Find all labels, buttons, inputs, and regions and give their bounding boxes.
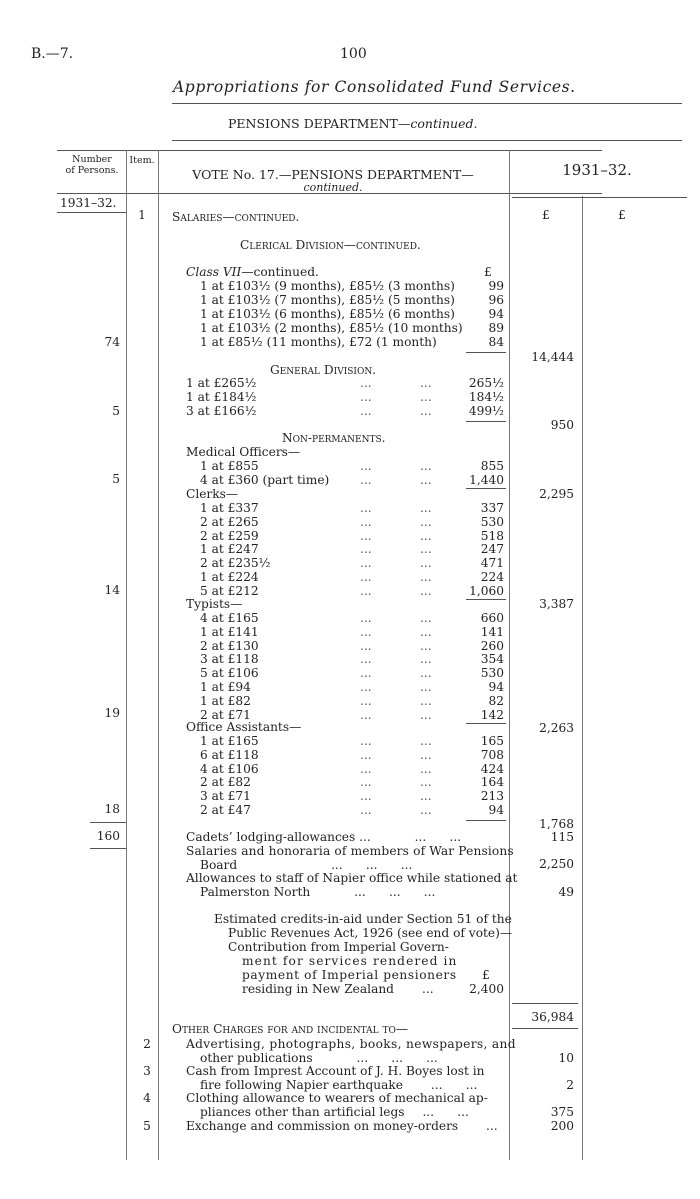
office-assistants-line-text: 2 at £82 [200, 775, 251, 790]
clerks-line-dots1: ... [360, 528, 372, 543]
item-3: 3 [143, 1064, 151, 1078]
clerks-line-text: 2 at £235½ [200, 556, 271, 571]
medical-officers-heading: Medical Officers— [186, 445, 301, 459]
salaries-heading: Salaries—continued. [172, 210, 300, 224]
clerks-line-dots1: ... [360, 556, 372, 571]
office-assistants-total: 1,768 [539, 817, 574, 831]
class-vii-name: Class VII [186, 265, 242, 279]
office-assistants-line-amount: 165 [480, 734, 504, 748]
clothing-allowance-line1: Clothing allowance to wearers of mechanical ap- [186, 1091, 488, 1105]
clerks-line-text: 1 at £224 [200, 570, 259, 584]
advertising-dots: ... ... ... [356, 1051, 438, 1065]
typists-line-amount: 354 [480, 652, 504, 667]
class-vii-heading [186, 265, 319, 279]
typists-line-amount: 530 [480, 666, 504, 681]
general-subtotal-rule [466, 421, 506, 422]
clerks-line-dots1: ... [360, 570, 372, 584]
typists-line-dots1: ... [360, 638, 372, 653]
typists-line-dots2: ... [420, 611, 432, 625]
class-vii-line-text: 1 at £85½ (11 months), £72 (1 month) [200, 335, 437, 349]
clerks-line-amount: 224 [480, 570, 504, 584]
office-assistants-line-dots1: ... [360, 775, 372, 790]
office-assistants-line-text: 3 at £71 [200, 789, 251, 804]
typists-line-dots1: ... [360, 666, 372, 681]
advertising-amount: 10 [558, 1051, 574, 1065]
imprest-cash-dots: ... ... [430, 1078, 478, 1092]
clerks-line-dots1: ... [360, 583, 372, 598]
office-assistants-line-dots2: ... [420, 747, 432, 762]
subtitle-continued: continued. [410, 116, 478, 131]
general-division-line-dots2: ... [420, 404, 432, 418]
clothing-allowance-dots: ... ... [422, 1105, 469, 1119]
typists-line-text: 1 at £94 [200, 680, 251, 694]
advertising-text: other publications [200, 1051, 313, 1065]
medical-subtotal-rule [466, 488, 506, 489]
typists-line-amount: 141 [480, 624, 504, 639]
class-vii-total: 14,444 [531, 350, 574, 364]
clerks-line-text: 1 at £247 [200, 542, 259, 557]
estimated-credits-line6-dots: ... [422, 982, 434, 996]
page-number: 100 [340, 46, 367, 62]
typists-line-amount: 660 [480, 611, 504, 625]
clerks-total: 3,387 [539, 597, 574, 611]
clerks-line-text: 2 at £259 [200, 528, 259, 543]
subtitle-rule [172, 140, 682, 141]
napier-staff-allowance-amount: 49 [558, 885, 574, 899]
war-pensions-board-text: Board [200, 858, 238, 872]
clerks-line-dots2: ... [420, 556, 432, 571]
medical-line-dots2: ... [420, 459, 432, 473]
item-5: 5 [143, 1119, 151, 1133]
pound-sign-right: £ [618, 208, 626, 222]
office-assistants-line-amount: 708 [480, 747, 504, 762]
clothing-allowance-line2 [200, 1105, 469, 1119]
clerks-line-text: 5 at £212 [200, 583, 259, 598]
clerks-persons: 14 [104, 583, 120, 597]
medical-line-dots1: ... [360, 473, 372, 487]
typists-line-dots2: ... [420, 680, 432, 694]
grand-total-bottom-rule [512, 1028, 578, 1029]
class-vii-line-amount: 99 [488, 279, 504, 293]
typists-line-text: 3 at £118 [200, 652, 259, 667]
clerks-line-amount: 530 [480, 514, 504, 529]
general-division-heading: General Division. [270, 363, 377, 377]
clerks-line-amount: 518 [480, 528, 504, 543]
typists-total: 2,263 [539, 721, 574, 735]
estimated-credits-line5: payment of Imperial pensioners [242, 968, 457, 982]
item-4: 4 [143, 1091, 151, 1105]
typists-line-dots2: ... [420, 624, 432, 639]
imprest-cash-amount: 2 [566, 1078, 574, 1092]
column-header-bottom-rule [57, 193, 602, 194]
typists-line-dots2: ... [420, 638, 432, 653]
typists-line-dots1: ... [360, 652, 372, 667]
napier-staff-allowance-dots: ... ... ... [354, 885, 436, 899]
office-assistants-heading: Office Assistants— [186, 720, 302, 734]
napier-staff-allowance-text: Palmerston North [200, 885, 311, 899]
office-assistants-line-dots2: ... [420, 803, 432, 817]
typists-line-amount: 82 [488, 693, 504, 708]
advertising-line2 [200, 1051, 438, 1065]
typists-line-text: 4 at £165 [200, 611, 259, 625]
class-vii-continued: —continued. [241, 265, 319, 279]
office-assistants-line-text: 2 at £47 [200, 803, 251, 817]
typists-persons: 19 [104, 706, 120, 720]
typists-line-text: 2 at £71 [200, 707, 251, 722]
medical-line-amount: 1,440 [469, 473, 504, 487]
clerks-subtotal-rule [466, 599, 506, 600]
clerks-line-text: 1 at £337 [200, 501, 259, 515]
typists-line-text: 5 at £106 [200, 666, 259, 681]
typists-heading: Typists— [186, 597, 243, 611]
office-assistants-line-dots2: ... [420, 761, 432, 776]
office-assistants-line-amount: 164 [480, 775, 504, 790]
non-permanents-heading: Non-permanents. [282, 431, 386, 445]
page-title: Appropriations for Consolidated Fund Services. [173, 78, 576, 96]
war-pensions-board-line2 [200, 858, 412, 872]
clerks-line-amount: 247 [480, 542, 504, 557]
exchange-commission-line1 [186, 1119, 498, 1133]
class-vii-line-text: 1 at £103½ (9 months), £85½ (3 months) [200, 279, 455, 293]
typists-line-dots2: ... [420, 652, 432, 667]
class-vii-subtotal-rule [466, 352, 506, 353]
estimated-credits-pound: £ [482, 968, 490, 982]
general-division-line-dots1: ... [360, 376, 372, 390]
office-assistants-line-dots1: ... [360, 761, 372, 776]
general-division-line-dots1: ... [360, 404, 372, 418]
typists-line-dots1: ... [360, 611, 372, 625]
persons-total-top-rule [90, 822, 126, 823]
typists-line-dots1: ... [360, 624, 372, 639]
typists-line-text: 2 at £130 [200, 638, 259, 653]
typists-line-dots1: ... [360, 680, 372, 694]
item-column-left-rule [126, 150, 127, 1160]
war-pensions-board-amount: 2,250 [539, 857, 574, 871]
persons-year-rule [57, 212, 126, 213]
clerks-line-dots2: ... [420, 570, 432, 584]
general-division-line-text: 1 at £184½ [186, 390, 257, 404]
clerks-line-dots1: ... [360, 501, 372, 515]
medical-persons: 5 [112, 472, 120, 486]
grand-total-top-rule [512, 1003, 578, 1004]
clerks-line-amount: 337 [480, 501, 504, 515]
class-vii-line-amount: 94 [488, 307, 504, 321]
exchange-commission-amount: 200 [550, 1119, 574, 1133]
cadets-allowance-text: Cadets’ lodging-allowances ... [186, 830, 371, 844]
clerical-division-heading: Clerical Division—continued. [240, 238, 421, 252]
clothing-allowance-amount: 375 [550, 1105, 574, 1119]
typists-line-amount: 260 [480, 638, 504, 653]
general-division-persons: 5 [112, 404, 120, 418]
typists-line-amount: 94 [488, 680, 504, 694]
office-assistants-line-text: 1 at £165 [200, 734, 259, 748]
estimated-credits-line2: Public Revenues Act, 1926 (see end of vote)— [228, 926, 513, 940]
class-vii-pound: £ [484, 265, 492, 279]
medical-line-dots2: ... [420, 473, 432, 487]
estimated-credits-line3: Contribution from Imperial Govern- [228, 940, 449, 954]
typists-line-text: 1 at £82 [200, 693, 251, 708]
typists-line-dots2: ... [420, 666, 432, 681]
clothing-allowance-text: pliances other than artificial legs [200, 1105, 405, 1119]
typists-line-dots1: ... [360, 707, 372, 722]
office-assistants-line-dots1: ... [360, 803, 372, 817]
cadets-allowance-amount: 115 [550, 830, 574, 844]
imprest-cash-line1: Cash from Imprest Account of J. H. Boyes lost in [186, 1064, 485, 1078]
typists-line-dots2: ... [420, 707, 432, 722]
general-division-line-amount: 265½ [468, 376, 504, 390]
persons-total-bottom-rule [90, 848, 126, 849]
title-rule [172, 103, 682, 104]
clerks-line-amount: 1,060 [469, 583, 504, 598]
office-assistants-line-text: 4 at £106 [200, 761, 259, 776]
section-subtitle [228, 117, 477, 131]
cadets-allowance-dots: ... ... [414, 830, 462, 844]
subtitle-main: PENSIONS DEPARTMENT— [228, 116, 411, 131]
estimated-credits-line6: residing in New Zealand [242, 982, 394, 996]
war-pensions-board-dots: ... ... ... [331, 858, 413, 872]
cadets-allowance-label [186, 830, 461, 844]
clerks-line-dots2: ... [420, 514, 432, 529]
persons-year: 1931–32. [60, 196, 117, 210]
class-vii-line-text: 1 at £103½ (6 months), £85½ (6 months) [200, 307, 455, 321]
office-assistants-persons: 18 [104, 802, 120, 816]
general-division-line-amount: 184½ [468, 390, 504, 404]
estimated-credits-amount: 2,400 [469, 982, 504, 996]
medical-line-text: 4 at £360 (part time) [200, 473, 330, 487]
war-pensions-board-line1: Salaries and honoraria of members of War Pensions [186, 844, 514, 858]
general-division-line-amount: 499½ [468, 404, 504, 418]
number-of-persons-header: Number of Persons. [65, 154, 119, 176]
clerks-heading: Clerks— [186, 487, 239, 501]
office-assistants-line-dots2: ... [420, 789, 432, 804]
typists-line-dots1: ... [360, 693, 372, 708]
clerks-line-dots1: ... [360, 542, 372, 557]
detail-amount-rule [509, 150, 510, 1160]
advertising-line1: Advertising, photographs, books, newspapers, and [186, 1037, 516, 1051]
class-vii-persons: 74 [104, 335, 120, 349]
item-header: Item. [129, 155, 155, 166]
general-division-line-dots1: ... [360, 390, 372, 404]
exchange-commission-text: Exchange and commission on money-orders [186, 1119, 459, 1133]
general-division-line-dots2: ... [420, 376, 432, 390]
vote-title-line2: continued. [303, 181, 363, 194]
medical-line-amount: 855 [480, 459, 504, 473]
class-vii-line-amount: 84 [488, 335, 504, 349]
typists-line-amount: 142 [480, 707, 504, 722]
clerks-line-dots2: ... [420, 583, 432, 598]
office-assistants-line-dots1: ... [360, 734, 372, 748]
office-assistants-line-dots2: ... [420, 734, 432, 748]
persons-total: 160 [96, 829, 120, 843]
imprest-cash-line2 [200, 1078, 477, 1092]
typists-line-text: 1 at £141 [200, 624, 259, 639]
item-column-right-rule [158, 150, 159, 1160]
office-assistants-line-text: 6 at £118 [200, 747, 259, 762]
item-1: 1 [138, 208, 146, 222]
money-column-top-rule [512, 197, 687, 198]
office-assistants-line-dots1: ... [360, 747, 372, 762]
column-header-top-rule [57, 150, 602, 151]
clerks-line-amount: 471 [480, 556, 504, 571]
estimated-credits-line4: ment for services rendered in [242, 954, 458, 968]
typists-subtotal-rule [466, 723, 506, 724]
grand-total: 36,984 [531, 1010, 574, 1024]
year-header: 1931–32. [562, 161, 632, 179]
office-assistants-line-dots2: ... [420, 775, 432, 790]
general-division-line-text: 3 at £166½ [186, 404, 257, 418]
office-assistants-line-amount: 94 [488, 803, 504, 817]
office-assistants-line-dots1: ... [360, 789, 372, 804]
page-ref: B.—7. [31, 46, 74, 62]
clerks-line-text: 2 at £265 [200, 514, 259, 529]
class-vii-line-text: 1 at £103½ (7 months), £85½ (5 months) [200, 293, 455, 307]
class-vii-line-amount: 96 [488, 293, 504, 307]
medical-total: 2,295 [539, 487, 574, 501]
class-vii-line-text: 1 at £103½ (2 months), £85½ (10 months) [200, 321, 463, 335]
office-assistants-subtotal-rule [466, 820, 506, 821]
general-division-total: 950 [550, 418, 574, 432]
medical-line-text: 1 at £855 [200, 459, 259, 473]
clerks-line-dots1: ... [360, 514, 372, 529]
typists-line-dots2: ... [420, 693, 432, 708]
item-2: 2 [143, 1037, 151, 1051]
imprest-cash-text: fire following Napier earthquake [200, 1078, 403, 1092]
class-vii-line-amount: 89 [488, 321, 504, 335]
clerks-line-dots2: ... [420, 528, 432, 543]
office-assistants-line-amount: 424 [480, 761, 504, 776]
napier-staff-allowance-line1: Allowances to staff of Napier office while stationed at [186, 871, 518, 885]
estimated-credits-line1: Estimated credits-in-aid under Section 51 of the [214, 912, 512, 926]
clerks-line-dots2: ... [420, 501, 432, 515]
clerks-line-dots2: ... [420, 542, 432, 557]
pound-sign-left: £ [542, 208, 550, 222]
general-division-line-dots2: ... [420, 390, 432, 404]
other-charges-heading: Other Charges for and incidental to— [172, 1022, 409, 1036]
general-division-line-text: 1 at £265½ [186, 376, 257, 390]
medical-line-dots1: ... [360, 459, 372, 473]
napier-staff-allowance-line2 [200, 885, 435, 899]
office-assistants-line-amount: 213 [480, 789, 504, 804]
money-column-rule [582, 196, 583, 1160]
exchange-commission-dots: ... [486, 1119, 498, 1133]
vote-title-line1: VOTE No. 17.—PENSIONS DEPARTMENT— [192, 167, 474, 182]
